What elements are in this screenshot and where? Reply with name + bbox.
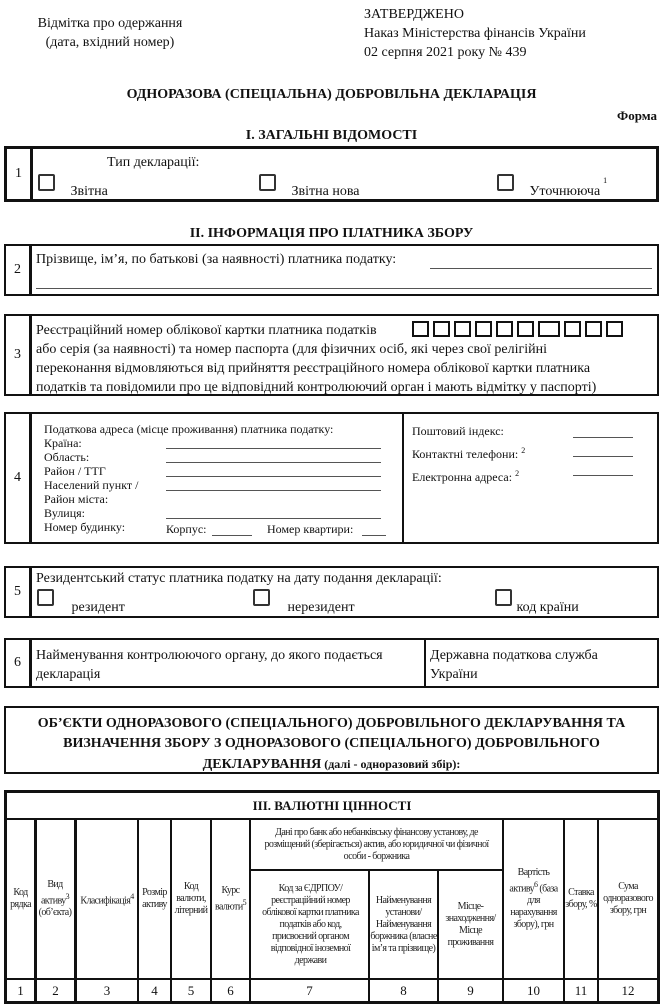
email-label: Електронна адреса:	[412, 470, 513, 484]
building-label: Корпус:	[166, 522, 207, 536]
option-clarifying[interactable]	[497, 174, 608, 199]
checkbox[interactable]	[37, 589, 54, 606]
authority-label-line2: декларація	[36, 667, 101, 682]
postal-field[interactable]	[573, 437, 633, 438]
city-district-label: Район міста:	[44, 492, 109, 506]
resident-status-label: Резидентський статус платника податку на дату подання декларації:	[36, 571, 442, 586]
row4-address	[4, 412, 659, 544]
section3-title: ІІІ. ВАЛЮТНІ ЦІННОСТІ	[7, 793, 657, 820]
objects-heading	[4, 706, 659, 774]
settlement-field[interactable]	[166, 490, 381, 491]
digit-cell[interactable]	[538, 321, 560, 337]
option-resident[interactable]	[37, 589, 125, 615]
col-header-asset-value: Вартість активу$^6$ (база для нарахування збору), грн	[509, 866, 558, 931]
section1-title: І. ЗАГАЛЬНІ ВІДОМОСТІ	[245, 128, 418, 143]
col-header-location: Місце-знаходження/ Місце проживання	[445, 900, 496, 948]
apartment-label: Номер квартири:	[267, 522, 354, 536]
col-number: 6	[227, 982, 234, 998]
option-country-code[interactable]	[495, 589, 579, 615]
col-header-fee-rate: Ставка збору, %	[565, 887, 597, 910]
digit-cell[interactable]	[585, 321, 602, 337]
payer-name-label: Прізвище, ім’я, по батькові (за наявності) платника податку:	[36, 252, 397, 267]
digit-cell[interactable]	[433, 321, 450, 337]
col-header-institution-name: Найменування установи/ Найменування боржника (власне ім’я та прізвище)	[370, 894, 437, 954]
col-number: 8	[400, 982, 407, 998]
district-label: Район / ТТГ	[44, 464, 106, 478]
authority-value-line1: Державна податкова служба	[430, 648, 598, 663]
option-label: нерезидент	[287, 600, 355, 615]
row3-tax-number	[4, 314, 659, 396]
tax-number-line1: Реєстраційний номер облікової картки платника податків	[36, 323, 377, 338]
col-number: 3	[103, 982, 111, 998]
col-number: 11	[574, 982, 588, 998]
col-number: 4	[151, 982, 158, 998]
col-number: 2	[52, 982, 59, 998]
option-label: Уточнююча	[529, 184, 601, 199]
row-number: 3	[6, 316, 32, 394]
postal-label: Поштовий індекс:	[412, 424, 504, 438]
col-header-exchange-rate: Курс валюти$^5$	[215, 884, 246, 913]
region-label: Область:	[44, 450, 90, 464]
street-field[interactable]	[166, 518, 381, 519]
col-number: 1	[17, 982, 24, 998]
objects-heading-line3-rest: (далі - одноразовий збір):	[321, 757, 461, 771]
settlement-label: Населений пункт /	[44, 478, 139, 492]
building-field[interactable]	[212, 535, 252, 536]
col-header-edrpou-code: Код за ЄДРПОУ/реєстраційний номер облікової картки платника податків або код, присвоєний органом відповідної іноземної держави	[262, 882, 359, 966]
objects-heading-line2: ВИЗНАЧЕННЯ ЗБОРУ З ОДНОРАЗОВОГО (СПЕЦІАЛЬНОГО) ДОБРОВІЛЬНОГО	[63, 736, 600, 751]
digit-cell[interactable]	[496, 321, 513, 337]
authority-label	[36, 646, 383, 684]
order-line1: Наказ Міністерства фінансів України	[364, 26, 586, 41]
district-field[interactable]	[166, 476, 381, 477]
digit-cell[interactable]	[564, 321, 581, 337]
currency-values-table	[4, 790, 660, 1004]
digit-cell[interactable]	[517, 321, 534, 337]
row2-payer-name	[4, 244, 659, 296]
row-number: 1	[7, 149, 33, 199]
footnote-ref: 1	[603, 176, 608, 186]
address-divider	[402, 414, 404, 542]
row-number: 5	[6, 568, 32, 616]
digit-cell[interactable]	[412, 321, 429, 337]
payer-name-field[interactable]	[430, 268, 652, 269]
row5-resident-status	[4, 566, 659, 618]
footnote-ref: 2	[515, 469, 520, 478]
col-header-classification: Класифікація$^4$	[80, 891, 134, 907]
receipt-mark-line2: (дата, вхідний номер)	[45, 35, 175, 50]
col-header-asset-type: Вид активу$^3$ (об’єкта)	[38, 878, 72, 919]
tax-number-line3: переконання відмовляються від прийняття реєстраційного номера облікової картки платника	[36, 361, 591, 376]
option-reporting[interactable]	[38, 174, 108, 199]
option-label: код країни	[516, 600, 579, 615]
col-number: 10	[527, 982, 540, 998]
bank-group-header: Дані про банк або небанківську фінансову установу, де розміщений (зберігається) актив, або юридичної чи фізичної особи - боржника	[264, 826, 489, 862]
receipt-mark	[20, 14, 200, 52]
phones-field[interactable]	[573, 456, 633, 457]
email-field[interactable]	[573, 475, 633, 476]
address-title: Податкова адреса (місце проживання) платника податку:	[44, 422, 334, 436]
col-header-fee-sum: Сума одноразового збору, грн	[603, 881, 653, 916]
tax-number-cells	[412, 321, 627, 337]
option-label: Звітна	[70, 184, 108, 199]
objects-heading-line1: ОБ’ЄКТИ ОДНОРАЗОВОГО (СПЕЦІАЛЬНОГО) ДОБРОВІЛЬНОГО ДЕКЛАРУВАННЯ ТА	[37, 716, 626, 731]
col-header-row-code: Код рядка	[10, 887, 31, 910]
col-number: 12	[621, 982, 635, 998]
checkbox[interactable]	[38, 174, 55, 191]
section2-title: ІІ. ІНФОРМАЦІЯ ПРО ПЛАТНИКА ЗБОРУ	[189, 226, 474, 241]
col-header-asset-size: Розмір активу	[142, 887, 167, 910]
contact-labels	[412, 422, 525, 487]
footnote-ref: 2	[521, 446, 526, 455]
col-number: 7	[306, 982, 313, 998]
street-label: Вулиця:	[44, 506, 86, 520]
row-number: 6	[6, 640, 32, 686]
row-number: 2	[6, 246, 32, 294]
row6-authority	[4, 638, 659, 688]
payer-name-field-line2[interactable]	[36, 288, 652, 289]
apartment-field[interactable]	[362, 535, 386, 536]
receipt-mark-line1: Відмітка про одержання	[37, 16, 183, 31]
objects-heading-line3: ДЕКЛАРУВАННЯ	[202, 757, 322, 772]
authority-value	[430, 646, 598, 684]
house-label: Номер будинку:	[44, 520, 126, 534]
col-number: 5	[187, 982, 195, 998]
option-nonresident[interactable]	[253, 589, 355, 615]
tax-number-line2: або серія (за наявності) та номер паспорта (для фізичних осіб, які через свої релігійні	[36, 342, 547, 357]
section1-row	[4, 146, 659, 202]
option-label: Звітна нова	[291, 184, 360, 199]
authority-divider	[424, 640, 426, 686]
option-label: резидент	[71, 600, 125, 615]
digit-cell[interactable]	[475, 321, 492, 337]
digit-cell[interactable]	[454, 321, 471, 337]
tax-number-line4: податків та повідомили про це відповідний контролюючий орган і мають відмітку у паспорті)	[36, 380, 597, 395]
phones-label: Контактні телефони:	[412, 447, 519, 461]
authority-value-line2: України	[430, 667, 478, 682]
country-label: Країна:	[44, 436, 82, 450]
country-field[interactable]	[166, 448, 381, 449]
form-label: Форма	[617, 108, 657, 123]
col-number: 9	[467, 982, 474, 998]
checkbox[interactable]	[497, 174, 514, 191]
declaration-type-label: Тип декларації:	[107, 155, 200, 170]
checkbox[interactable]	[495, 589, 512, 606]
option-reporting-new[interactable]	[259, 174, 360, 199]
approval-block	[364, 5, 586, 62]
order-line2: 02 серпня 2021 року № 439	[364, 45, 527, 60]
authority-label-line1: Найменування контролюючого органу, до якого подається	[36, 648, 383, 663]
document-title: ОДНОРАЗОВА (СПЕЦІАЛЬНА) ДОБРОВІЛЬНА ДЕКЛАРАЦІЯ	[126, 87, 537, 102]
checkbox[interactable]	[253, 589, 270, 606]
col-header-currency-code: Код валюти, літерний	[174, 881, 208, 916]
digit-cell[interactable]	[606, 321, 623, 337]
checkbox[interactable]	[259, 174, 276, 191]
col-divider	[249, 820, 251, 1001]
region-field[interactable]	[166, 462, 381, 463]
row-number: 4	[6, 414, 32, 542]
approved-label: ЗАТВЕРДЖЕНО	[364, 7, 464, 22]
